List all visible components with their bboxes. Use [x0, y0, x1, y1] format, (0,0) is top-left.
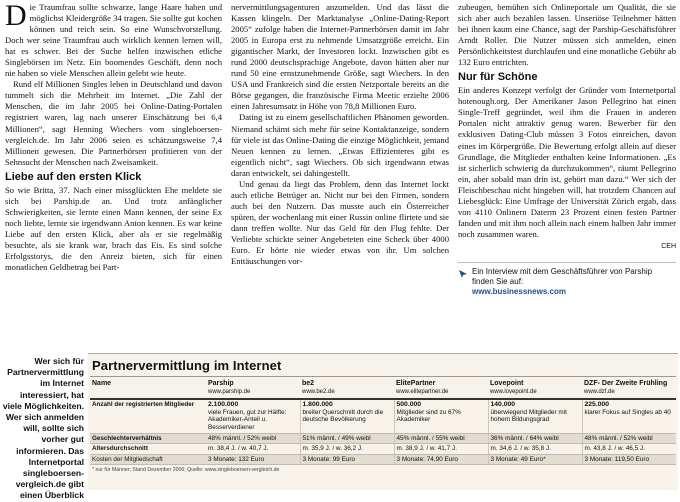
article-paragraph — [5, 2, 222, 79]
table-cell: m. 34,6 J. / w. 35,8 J. — [488, 444, 582, 455]
column-header: Lovepoint www.lovepoint.de — [488, 377, 582, 400]
table-cell: 3 Monate: 99 Euro — [300, 454, 394, 465]
table-footnote: * nur für Männer; Stand Dezember 2006; Quelle: www.singleboersen-vergleich.de — [92, 467, 280, 474]
column-header: Name — [90, 377, 206, 400]
table-row — [90, 454, 676, 465]
row-label: Kosten der Mitgliedschaft — [90, 454, 206, 465]
table-cell: 3 Monate: 119,50 Euro — [582, 454, 676, 465]
comparison-table-box — [88, 353, 678, 490]
article-column-1 — [5, 2, 222, 273]
table-cell: 1.800.000 breiter Querschnitt durch die deutsche Bevölkerung — [300, 399, 394, 433]
table-cell: 2.100.000 viele Frauen, gut zur Hälfte: Akademiker-Anteil u. Besserverdiener — [206, 399, 300, 433]
table-cell: 140.000 überwiegend Mitglieder mit hohem Bildungsgrad — [488, 399, 582, 433]
article-paragraph: Ein anderes Konzept verfolgt der Gründer vom Internetportal hotenough.org. Der Amerikaner Jason Pellegrino hat einen Single-Treff gegründet, weil ihm die Frauen in anderen Portalen nicht attraktiv genug waren. Bewerber für den exklusiven Dating-Club müssen 3 Fotos einreichen, davon eines im Körpergröße. Die Bewertung erfolgt allein auf dieser Grundlage, die Mitglieder enthalten keine Informationen. „Es ist sicherlich schwierig da durchzukommen“, räumt Pellegrino ein, aber sobald man drin ist, gehört man dazu.“ Wer sich der Fleischbeschau nicht hingeben will, hat trotzdem Chancen auf Liebesglück: Eine Umfrage der Universität Zürich ergab, dass von 4110 Onlinern Daterm 23 Prozent einen festen Partner fanden und mit ihm noch allein nach einem halben Jahr immer noch zusammen waren. — [458, 85, 676, 239]
table-cell: 3 Monate: 74,90 Euro — [394, 454, 488, 465]
row-label: Anzahl der registrierten Mitglieder — [90, 399, 206, 433]
author-signature: CEH — [661, 242, 676, 250]
table-cell: 3 Monate: 49 Euro* — [488, 454, 582, 465]
table-cell: m. 38,4 J. / w. 40,7 J. — [206, 444, 300, 455]
section-heading: Nur für Schöne — [458, 71, 538, 84]
drop-cap: D — [5, 0, 27, 32]
table-title: Partnervermittlung im Internet — [92, 358, 282, 373]
article-column-3 — [458, 2, 676, 297]
table-cell: m. 43,8 J. / w. 46,5 J. — [582, 444, 676, 455]
interview-teaser — [458, 262, 676, 297]
table-header-row — [90, 377, 676, 400]
arrow-pointer-icon — [458, 269, 468, 279]
column-header: DZF- Der Zweite Frühling www.dzf.de — [582, 377, 676, 400]
article-paragraph: So wie Britta, 37. Nach einer missglückten Ehe meldete sie sich bei Parship.de an. Und trotz anfänglicher Schwierigkeiten, sie lernte einen Mann kennen, der seine Ex noch liebte, lernte sie irgendwann Anton kennen. Es war keine Liebe auf den ersten Klick, aber als er sie regelmäßig besuchte, als sie krank war, brach das Eis. Es sind solche Erfolgsstorys, die den Anreiz bieten, sich für einen monatlichen Geldbetrag bei Part- — [5, 184, 222, 273]
column-header: ElitePartner www.elitepartner.de — [394, 377, 488, 400]
table-cell: 48% männl. / 52% weibl — [582, 433, 676, 444]
column-header: Parship www.parship.de — [206, 377, 300, 400]
table-cell: m. 38,9 J. / w. 41,7 J. — [394, 444, 488, 455]
table-row — [90, 399, 676, 433]
table-row — [90, 444, 676, 455]
table-cell: 45% männl. / 55% weibl — [394, 433, 488, 444]
table-cell: 3 Monate: 132 Euro — [206, 454, 300, 465]
section-heading: Liebe auf den ersten Klick — [5, 170, 142, 183]
table-row — [90, 433, 676, 444]
table-cell: 36% männl. / 64% weibl — [488, 433, 582, 444]
comparison-table — [90, 376, 676, 465]
article-column-2 — [231, 2, 449, 267]
article-paragraph: Rund elf Millionen Singles leben in Deutschland und davon tummelt sich die Mehrheit im Internet. „Die Zahl der Menschen, die im Jahr 2005 bei Online-Dating-Portalen registriert waren, lag nach unserer Einschätzung bei 6,4 Millionen“, sagt Henning Wiechers vom singleboersen-vergleich.de. Im Jahr 2006 seien es schätzungsweise 7,4 Millionen gewesen. Die Partnerbörsen profitieren von der Sehnsucht der Menschen nach Zweisamkeit. — [5, 79, 222, 167]
table-cell: 225.000 klarer Fokus auf Singles ab 40 — [582, 399, 676, 433]
interview-text: Ein Interview mit dem Geschäftsführer von Parship finden Sie auf: — [472, 266, 653, 286]
table-cell: 51% männl. / 49% weibl — [300, 433, 394, 444]
article-paragraph: Dating ist zu einem gesellschaftlichen Phänomen geworden. Niemand schämt sich mehr für seine Kontaktanzeige, sondern für viele ist das Online-Dating die einzige Möglichkeit, jemand Neuen kennen zu lernen. „Etwas Effizienteres gibt es eigentlich nicht“, sagt Wiechers. Ob sich irgendwann etwas daran entwickelt, sei dahingestellt. — [231, 112, 449, 178]
paragraph-text: ie Traumfrau sollte schwarze, lange Haare haben und möglichst Kleidergröße 34 tragen. Sie sollte gut kochen können und reich sein. So eine Wunschvorstellung. Doch wer seine Traumfrau auch wirklich kennen lernen will, hat es schwer. Bei der Suche helfen inzwischen etliche Singlebörsen im Netz. Ein boomendes Geschäft, denn noch nie haben so viele Menschen allein gelebt wie heute. — [5, 2, 222, 79]
row-label: Altersdurchschnitt — [90, 444, 206, 455]
column-header: be2 www.be2.de — [300, 377, 394, 400]
row-label: Geschlechterverhältnis — [90, 433, 206, 444]
sidebar-teaser: Wer sich für Partnervermittlung im Internet interessiert, hat viele Möglichkeiten. Wer sich anmelden will, sollte sich vorher gut informieren. Das Internetportal singleboersen-vergleich.de gibt einen Überblick — [2, 356, 84, 501]
interview-link[interactable]: www.businessnews.com — [472, 286, 566, 296]
article-paragraph: Und genau da liegt das Problem, denn das Internet lockt auch etliche Betrüger an. Nicht nur bei den Firmen, sondern auch bei den Nutzern. Das musste auch ein Österreicher spüren, der wochenlang mit einer Russin online flirtete und sie dann treffen wollte. Nur das Geld für den Flug fehlte. Der Verliebte schickte seiner Angebeteten eine Scheck über 4000 Euro. Er hörte nie wieder etwas von ihr. Um solchen Enttäuschungen vor- — [231, 178, 449, 267]
table-cell: 500.000 Mitglieder sind zu 67% Akademiker — [394, 399, 488, 433]
table-cell: 48% männl. / 52% weibl — [206, 433, 300, 444]
table-cell: m. 35,9 J. / w. 36,2 J. — [300, 444, 394, 455]
article-paragraph: zubeugen, bemühen sich Onlineportale um Qualität, die sie sich aber auch bezahlen lassen. Unseriöse Teilnehmer hätten bei ihnen kaum eine Chance, sagt der Parship-Geschäftsführer Arndt Roller. Die Nutzer müssen sich anmelden, einen Persönlichkeitstest durchlaufen und eine monatliche Gebühr ab 132 Euro entrichten. — [458, 2, 676, 68]
article-paragraph: nervermittlungsagenturen anzumelden. Und das lässt die Kassen klingeln. Der Marktanalyse „Online-Dating-Report 2005“ zufolge haben die Internet-Partnerbörsen damit im Jahr 2005 in Europa erst zu nehmende Umsatzgröße erreicht. Ein gigantischer Markt, der Investoren lockt. Inzwischen gibt es rund 2000 deutschsprachige Angebote, davon hätten aber nur rund 50 eine ernstzunehmende Größe, sagt Wiechers. In den USA und Frankreich sind die ersten Netzportale bereits an die Börse gegangen, die französische Firma Meetic erzielte 2006 einen Jahresumsatz in Höhe von 78,8 Millionen Euro. — [231, 2, 449, 112]
